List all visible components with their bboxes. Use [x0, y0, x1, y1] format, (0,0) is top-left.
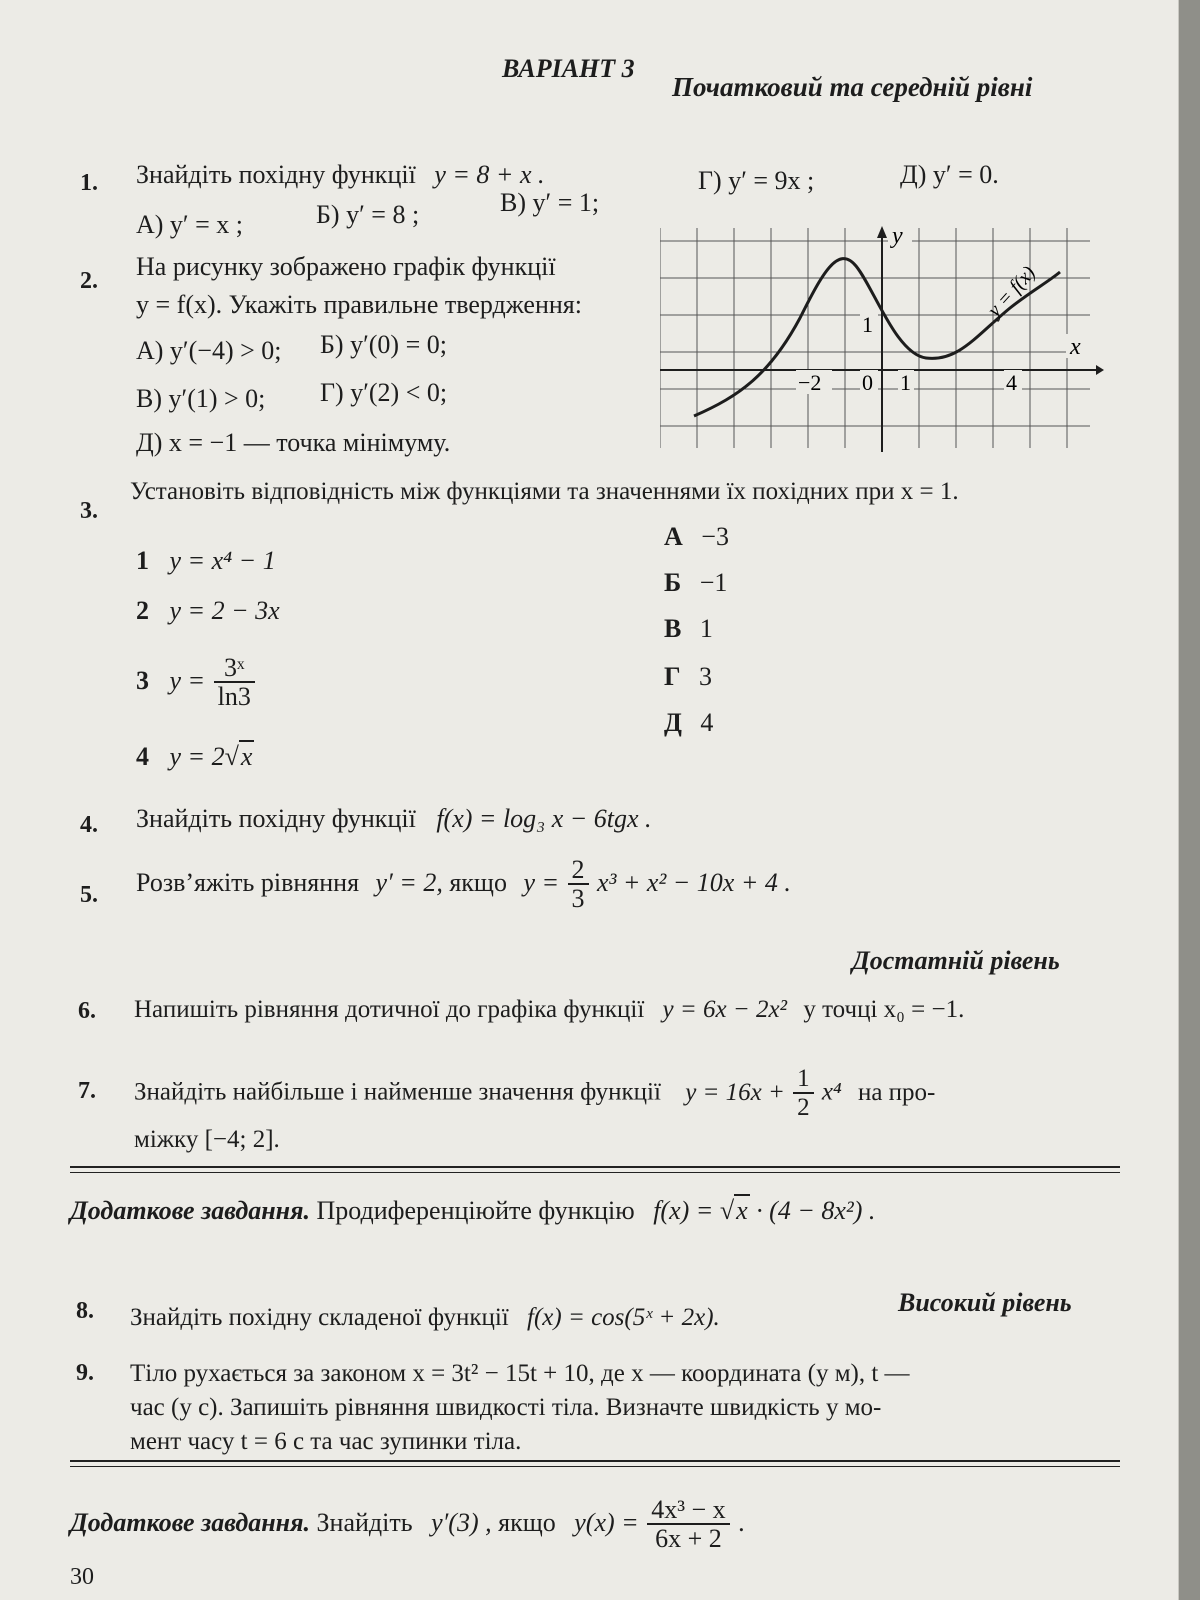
question-1-formula: y = 8 + x .: [434, 160, 545, 189]
level-heading-sufficient: Достатній рівень: [852, 946, 1060, 975]
extra-task-dot: .: [738, 1507, 745, 1537]
question-7-rest: x⁴: [821, 1078, 842, 1106]
match-right-letter: Д: [664, 708, 682, 737]
match-left-formula: y = x⁴ − 1: [169, 546, 276, 575]
match-left-number: 1: [136, 546, 149, 575]
match-right-value: −3: [701, 522, 729, 551]
question-7-line2: міжку [−4; 2].: [134, 1126, 280, 1153]
match-left-formula: y = 2: [169, 742, 225, 771]
fraction-numerator: 1: [793, 1066, 814, 1094]
fraction: [647, 1496, 729, 1554]
section-divider: [70, 1166, 1120, 1168]
question-8-text: Знайдіть похідну складеної функції: [130, 1304, 509, 1331]
x-tick-label: −2: [798, 370, 822, 395]
sqrt-radicand: x: [736, 1196, 748, 1225]
fraction: [214, 654, 255, 712]
fraction-denominator: 6x + 2: [655, 1524, 722, 1554]
match-left-item: 4 y = 2√x: [136, 742, 253, 771]
question-5-text: Розв’яжіть рівняння: [136, 867, 360, 897]
y-axis-label: y: [892, 224, 903, 249]
match-right-item: [664, 662, 712, 692]
question-text: [136, 160, 544, 190]
question-number: 6.: [78, 998, 96, 1024]
question-6-formula: y = 6x − 2x²: [662, 996, 788, 1023]
fraction-denominator: ln3: [217, 682, 251, 712]
x-axis-label: x: [1070, 334, 1081, 360]
question-6-tail: у точці x₀ = −1.: [803, 996, 965, 1023]
answer-option: Б) y′(0) = 0;: [320, 330, 447, 359]
extra-task-label: Додаткове завдання.: [70, 1507, 310, 1537]
answer-option: Г) y′ = 9x ;: [698, 166, 815, 195]
fraction-numerator: 2: [568, 856, 589, 885]
answer-option: В) y′(1) > 0;: [136, 384, 266, 413]
answer-option: А) y′(−4) > 0;: [136, 336, 282, 365]
x-tick-label: 4: [1006, 370, 1017, 395]
match-right-letter: Г: [664, 662, 681, 691]
answer-option: Б) y′ = 8 ;: [316, 200, 420, 229]
question-number: 1.: [80, 170, 98, 196]
question-3-text: Установіть відповідність між функціями та значеннями їх похідних при x = 1.: [130, 478, 959, 505]
match-left-formula: y =: [169, 665, 206, 695]
x-axis-arrow: [1096, 365, 1104, 375]
section-divider: [70, 1466, 1120, 1467]
extra-task-lhs: y(x) =: [574, 1507, 639, 1537]
extra-task-mid: якщо: [498, 1507, 556, 1537]
section-divider: [70, 1460, 1120, 1462]
question-7: [134, 1066, 935, 1122]
match-left-formula: y = 2 − 3x: [169, 596, 280, 625]
question-9-line1: Тіло рухається за законом x = 3t² − 15t + 10, де x — координата (у м), t —: [130, 1360, 910, 1387]
question-4-formula: f(x) = log₃ x − 6tgx .: [436, 804, 652, 833]
match-left-item: [136, 654, 257, 712]
match-right-value: 3: [699, 662, 713, 691]
question-number: 7.: [78, 1078, 96, 1104]
question-9-line2: час (у с). Запишіть рівняння швидкості тіла. Визначте швидкість у мо-: [130, 1394, 882, 1421]
fraction: [793, 1066, 814, 1122]
question-number: 4.: [80, 812, 98, 838]
question-5: [136, 856, 791, 914]
function-graph: [660, 224, 1104, 452]
match-right-item: [664, 614, 713, 644]
match-left-item: [136, 546, 276, 576]
fraction-numerator: 4x³ − x: [647, 1496, 729, 1525]
fraction-denominator: 3: [571, 884, 585, 914]
answer-option: Д) x = −1 — точка мінімуму.: [136, 428, 451, 457]
question-7-lhs: y = 16x +: [685, 1078, 785, 1106]
section-divider: [70, 1172, 1120, 1173]
page-number: 30: [70, 1564, 94, 1590]
extra-task-1: Додаткове завдання. Продиференціюйте функцію f(x) = √x · (4 − 8x²) .: [70, 1196, 876, 1225]
variant-title: ВАРІАНТ 3: [502, 54, 635, 83]
fraction: [568, 856, 589, 914]
question-8: [130, 1304, 720, 1332]
extra-task-label: Додаткове завдання.: [70, 1196, 310, 1225]
match-right-letter: Б: [664, 568, 682, 597]
origin-label: 0: [862, 370, 873, 395]
match-left-number: 4: [136, 742, 149, 771]
question-7-text: Знайдіть найбільше і найменше значення функції: [134, 1078, 661, 1106]
answer-option: Д) y′ = 0.: [900, 160, 999, 189]
match-right-item: [664, 568, 727, 598]
question-number: 2.: [80, 268, 98, 294]
question-5-mid: якщо: [449, 867, 507, 897]
match-right-item: [664, 708, 713, 738]
graph-grid: [660, 228, 1090, 448]
match-left-number: 2: [136, 596, 149, 625]
answer-option: Г) y′(2) < 0;: [320, 378, 448, 407]
question-number: 3.: [80, 498, 98, 524]
extra-task-formula: f(x) =: [653, 1196, 714, 1225]
question-8-formula: f(x) = cos(5ˣ + 2x).: [527, 1304, 720, 1331]
question-number: 8.: [76, 1298, 94, 1324]
question-2-line1: На рисунку зображено графік функції: [136, 252, 556, 281]
match-right-letter: В: [664, 614, 682, 643]
question-4-text: Знайдіть похідну функції: [136, 804, 416, 833]
question-6: [134, 996, 964, 1024]
question-number: 5.: [80, 882, 98, 908]
question-2-line2: y = f(x). Укажіть правильне твердження:: [136, 290, 582, 319]
answer-option: А) y′ = x ;: [136, 210, 244, 239]
extra-task-text: Продиференціюйте функцію: [316, 1196, 635, 1225]
match-right-value: −1: [699, 568, 728, 597]
extra-task-derivative: y′(3) ,: [431, 1507, 492, 1537]
fraction-numerator: 3ˣ: [214, 654, 255, 683]
x-tick-label: 1: [900, 370, 911, 395]
match-right-letter: А: [664, 522, 683, 551]
y-axis-arrow: [877, 226, 887, 238]
y-tick-label: 1: [862, 312, 873, 337]
match-right-value: 1: [699, 614, 713, 643]
question-9-line3: мент часу t = 6 с та час зупинки тіла.: [130, 1428, 522, 1455]
question-5-equation: y′ = 2,: [375, 867, 443, 897]
extra-task-formula-tail: · (4 − 8x²) .: [756, 1196, 876, 1225]
match-right-value: 4: [700, 708, 714, 737]
extra-task-text: Знайдіть: [316, 1507, 413, 1537]
curve-label: y = f(x): [983, 261, 1040, 322]
question-4: [136, 804, 652, 834]
extra-task-2: [70, 1496, 745, 1554]
match-left-item: [136, 596, 280, 626]
question-6-text: Напишіть рівняння дотичної до графіка функції: [134, 996, 645, 1023]
question-5-lhs: y =: [523, 867, 560, 897]
level-heading-high: Високий рівень: [898, 1288, 1072, 1317]
answer-option: В) y′ = 1;: [500, 188, 600, 217]
match-left-number: 3: [136, 665, 149, 695]
fraction-denominator: 2: [797, 1094, 810, 1122]
question-7-tail: на про-: [857, 1078, 936, 1106]
question-5-rest: x³ + x² − 10x + 4 .: [597, 867, 791, 897]
question-number: 9.: [76, 1360, 94, 1386]
question-1-text: Знайдіть похідну функції: [136, 160, 416, 189]
sqrt-radicand: x: [240, 742, 253, 771]
level-heading-initial: Початковий та середній рівні: [672, 72, 1033, 102]
match-right-item: [664, 522, 729, 552]
